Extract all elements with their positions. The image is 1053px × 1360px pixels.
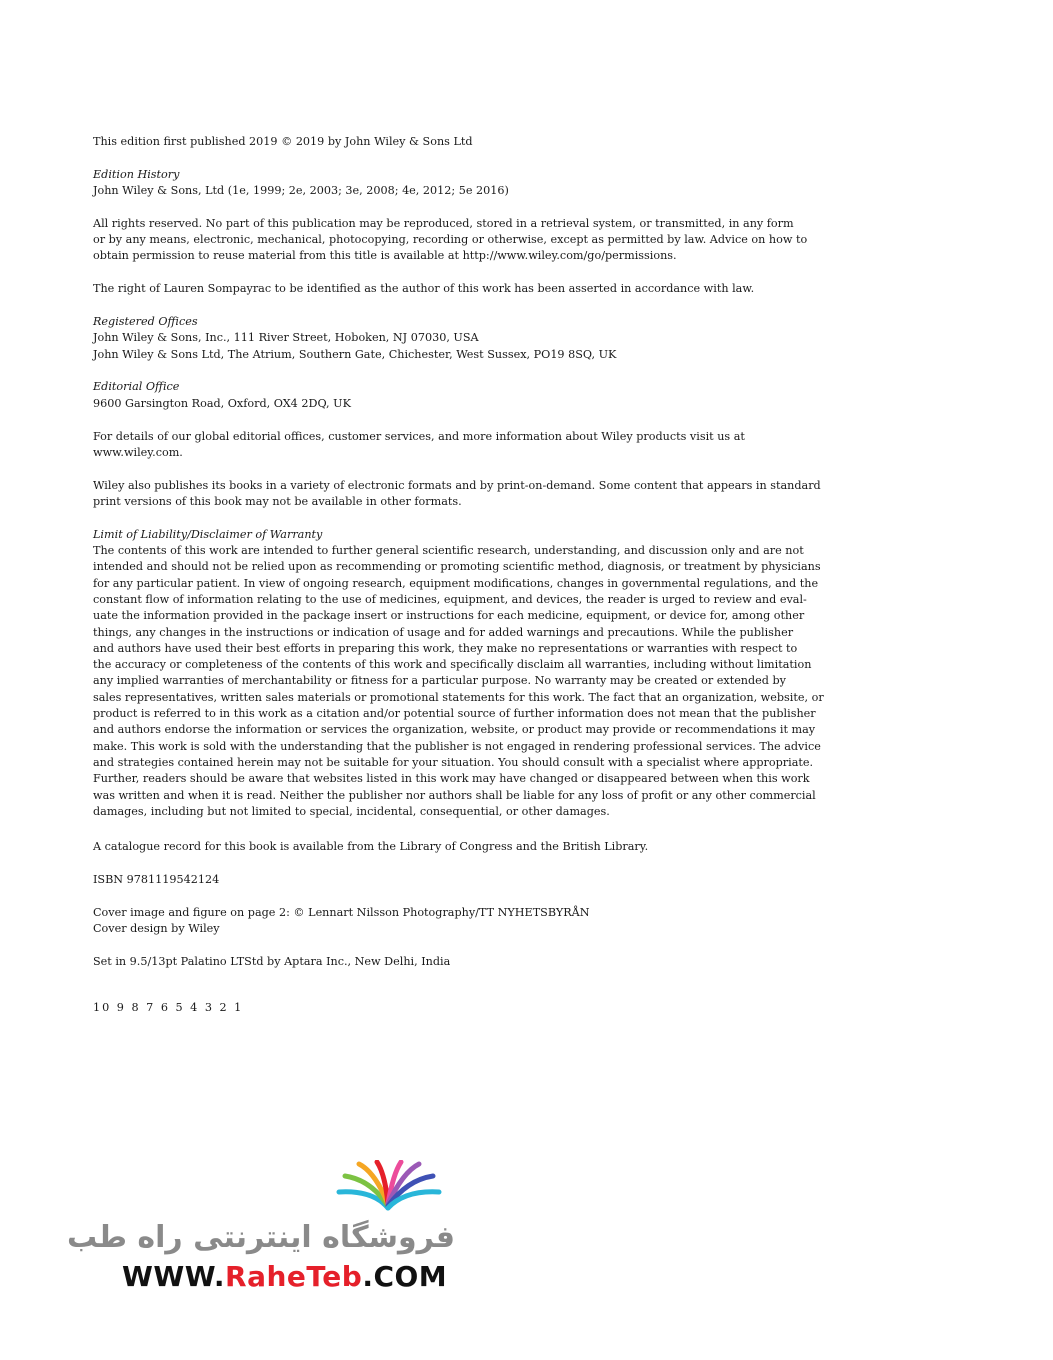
rights-line: All rights reserved. No part of this publication may be reproduced, stored in a retrieval system, or transmitted, in any form [93,216,794,230]
formats-paragraph [93,478,821,511]
liability-line: and authors endorse the information or services the organization, website, or product may provide or recommendations it may [93,723,816,737]
first-published [93,134,783,150]
catalogue-text: A catalogue record for this book is available from the Library of Congress and the British Library. [93,840,649,854]
liability-section [93,527,824,820]
print-line-text: 10 9 8 7 6 5 4 3 2 1 [93,1001,244,1015]
liability-line: and authors have used their best efforts in preparing this work, they make no representations or warranties with respect to [93,641,798,655]
rights-line: or by any means, electronic, mechanical, photocopying, recording or otherwise, except as permitted by law. Advice on how to [93,233,808,247]
liability-line: damages, including but not limited to special, incidental, consequential, or other damages. [93,804,610,818]
formats-line: Wiley also publishes its books in a variety of electronic formats and by print-on-demand. Some content that appears in standard [93,478,821,492]
author-right [93,281,783,297]
raheteb-watermark [66,1160,455,1300]
liability-line: constant flow of information relating to the use of medicines, equipment, and devices, the reader is urged to review and eval- [93,592,807,606]
liability-line: sales representatives, written sales materials or promotional statements for this work. The fact that an organization, website, or [93,690,824,704]
registered-office-line: John Wiley & Sons Ltd, The Atrium, Southern Gate, Chichester, West Sussex, PO19 8SQ, UK [93,347,617,361]
registered-offices [93,314,783,363]
liability-line: Further, readers should be aware that websites listed in this work may have changed or disappeared between when this work [93,772,810,786]
registered-offices-heading: Registered Offices [93,315,198,329]
cover-credits [93,905,783,938]
print-line [93,1000,783,1016]
isbn-text: ISBN 9781119542124 [93,872,220,886]
liability-line: things, any changes in the instructions or indication of usage and for added warnings and precautions. While the publisher [93,625,794,639]
catalogue-record [93,839,783,855]
edition-history-text: John Wiley & Sons, Ltd (1e, 1999; 2e, 2003; 3e, 2008; 4e, 2012; 5e 2016) [93,184,509,198]
watermark-url [122,1260,447,1293]
cover-credit-line: Cover design by Wiley [93,921,220,935]
editorial-office [93,379,783,412]
liability-line: the accuracy or completeness of the contents of this work and specifically disclaim all warranties, including without limitation [93,658,812,672]
liability-line: any implied warranties of merchantability or fitness for a particular purpose. No warranty may be created or extended by [93,674,786,688]
edition-history-heading: Edition History [93,167,180,181]
rights-paragraph [93,216,808,265]
details-paragraph [93,429,783,462]
rights-line: obtain permission to reuse material from this title is available at http://www.wiley.com/go/permissions. [93,249,677,263]
watermark-url-prefix: WWW. [122,1260,226,1293]
registered-office-line: John Wiley & Sons, Inc., 111 River Street, Hoboken, NJ 07030, USA [93,331,479,345]
typeset-text: Set in 9.5/13pt Palatino LTStd by Aptara Inc., New Delhi, India [93,954,451,968]
edition-history [93,167,783,200]
isbn [93,872,783,888]
watermark-url-suffix: .COM [362,1260,448,1293]
author-right-text: The right of Lauren Sompayrac to be identified as the author of this work has been asserted in accordance with law. [93,282,755,296]
liability-line: intended and should not be relied upon as recommending or promoting scientific method, diagnosis, or treatment by physicians [93,560,821,574]
formats-line: print versions of this book may not be available in other formats. [93,494,462,508]
watermark-url-brand: RaheTeb [225,1260,363,1293]
open-book-logo-icon [333,1160,443,1220]
first-published-text: This edition first published 2019 © 2019 by John Wiley & Sons Ltd [93,135,473,148]
typeset-info [93,954,783,970]
liability-line: was written and when it is read. Neither the publisher nor authors shall be liable for any loss of profit or any other commercial [93,788,816,802]
liability-line: uate the information provided in the package insert or instructions for each medicine, equipment, or device for, among other [93,609,805,623]
liability-heading: Limit of Liability/Disclaimer of Warranty [93,527,323,541]
liability-line: product is referred to in this work as a citation and/or potential source of further information does not mean that the publisher [93,707,816,721]
details-line: For details of our global editorial offices, customer services, and more information about Wiley products visit us at [93,429,745,443]
editorial-office-heading: Editorial Office [93,380,180,394]
liability-line: and strategies contained herein may not be suitable for your situation. You should consult with a specialist where appropriate. [93,755,814,769]
liability-line: for any particular patient. In view of ongoing research, equipment modifications, changes in governmental regulations, and the [93,576,819,590]
liability-line: make. This work is sold with the understanding that the publisher is not engaged in rendering professional services. The advice [93,739,821,753]
cover-credit-line: Cover image and figure on page 2: © Lennart Nilsson Photography/TT NYHETSBYRÅN [93,905,590,919]
copyright-page [93,134,824,1033]
watermark-persian-text: فروشگاه اینترنتی راه طب [66,1220,455,1255]
details-line: www.wiley.com. [93,445,183,459]
liability-line: The contents of this work are intended to further general scientific research, understanding, and discussion only and are not [93,544,804,558]
editorial-office-text: 9600 Garsington Road, Oxford, OX4 2DQ, UK [93,396,351,410]
